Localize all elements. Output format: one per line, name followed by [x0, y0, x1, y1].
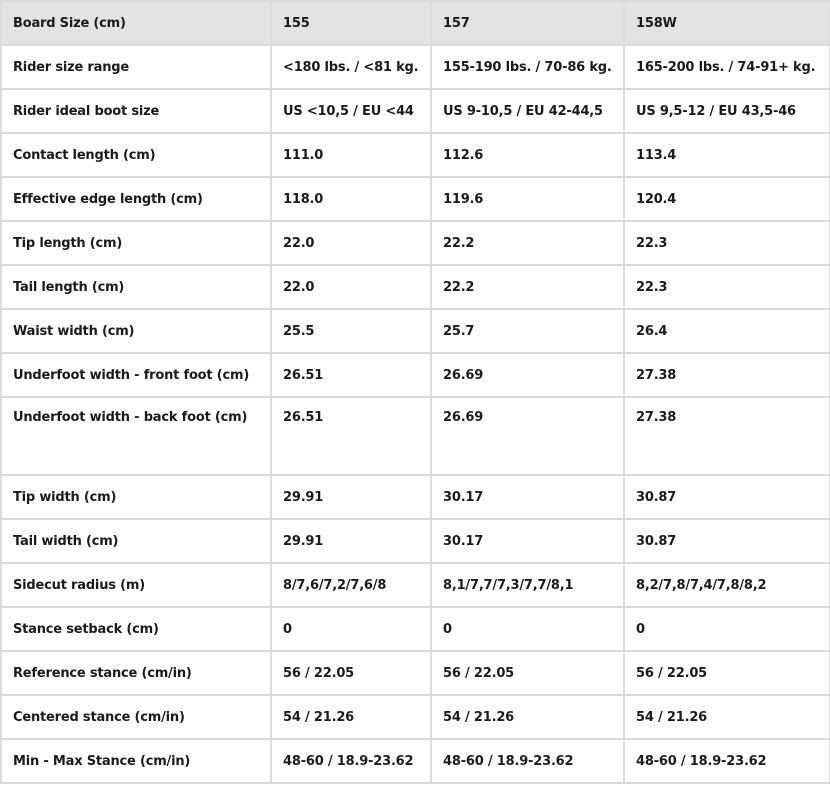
- table-row: [1, 133, 830, 177]
- table-cell: 54 / 21.26: [431, 695, 624, 739]
- table-cell: 8,1/7,7/7,3/7,7/8,1: [431, 563, 624, 607]
- row-label: Rider size range: [1, 45, 271, 89]
- table-cell: 119.6: [431, 177, 624, 221]
- table-row: [1, 353, 830, 397]
- row-label: Centered stance (cm/in): [1, 695, 271, 739]
- table-row: [1, 177, 830, 221]
- table-cell: 22.0: [271, 221, 431, 265]
- row-label: Min - Max Stance (cm/in): [1, 739, 271, 783]
- table-cell: 48-60 / 18.9-23.62: [271, 739, 431, 783]
- table-row: [1, 221, 830, 265]
- table-cell: 111.0: [271, 133, 431, 177]
- table-cell: 56 / 22.05: [624, 651, 830, 695]
- table-cell: <180 lbs. / <81 kg.: [271, 45, 431, 89]
- row-label: Effective edge length (cm): [1, 177, 271, 221]
- table-cell: 118.0: [271, 177, 431, 221]
- table-cell: 22.3: [624, 221, 830, 265]
- table-row: [1, 563, 830, 607]
- row-label: Tail length (cm): [1, 265, 271, 309]
- row-label: Tip length (cm): [1, 221, 271, 265]
- table-cell: 165-200 lbs. / 74-91+ kg.: [624, 45, 830, 89]
- table-cell: 26.51: [271, 353, 431, 397]
- table-row: [1, 519, 830, 563]
- table-cell: 30.17: [431, 475, 624, 519]
- header-cell-size-158w: 158W: [624, 1, 830, 45]
- table-row: [1, 309, 830, 353]
- table-cell: 0: [271, 607, 431, 651]
- row-label: Underfoot width - front foot (cm): [1, 353, 271, 397]
- table-cell: 0: [431, 607, 624, 651]
- table-cell: 120.4: [624, 177, 830, 221]
- row-label: Rider ideal boot size: [1, 89, 271, 133]
- table-cell: 22.0: [271, 265, 431, 309]
- header-cell-board-size: Board Size (cm): [1, 1, 271, 45]
- table-cell: 54 / 21.26: [624, 695, 830, 739]
- table-cell: 155-190 lbs. / 70-86 kg.: [431, 45, 624, 89]
- table-cell: 27.38: [624, 353, 830, 397]
- row-label: Sidecut radius (m): [1, 563, 271, 607]
- header-cell-size-157: 157: [431, 1, 624, 45]
- table-cell: 0: [624, 607, 830, 651]
- table-cell: 29.91: [271, 519, 431, 563]
- table-cell: 29.91: [271, 475, 431, 519]
- table-cell: US <10,5 / EU <44: [271, 89, 431, 133]
- table-header-row: [1, 1, 830, 45]
- table-row: [1, 475, 830, 519]
- table-row: [1, 695, 830, 739]
- table-cell: 25.7: [431, 309, 624, 353]
- table-row: [1, 45, 830, 89]
- table-cell: 26.69: [431, 397, 624, 475]
- row-label: Waist width (cm): [1, 309, 271, 353]
- table-row: [1, 397, 830, 475]
- table-cell: 56 / 22.05: [431, 651, 624, 695]
- table-cell: 8/7,6/7,2/7,6/8: [271, 563, 431, 607]
- table-cell: 48-60 / 18.9-23.62: [431, 739, 624, 783]
- row-label: Tail width (cm): [1, 519, 271, 563]
- table-cell: US 9-10,5 / EU 42-44,5: [431, 89, 624, 133]
- table-cell: 26.51: [271, 397, 431, 475]
- row-label: Contact length (cm): [1, 133, 271, 177]
- table-cell: 48-60 / 18.9-23.62: [624, 739, 830, 783]
- table-cell: 112.6: [431, 133, 624, 177]
- table-cell: 26.4: [624, 309, 830, 353]
- row-label: Reference stance (cm/in): [1, 651, 271, 695]
- table-row: [1, 739, 830, 783]
- table-cell: 30.87: [624, 475, 830, 519]
- table-cell: 56 / 22.05: [271, 651, 431, 695]
- table-cell: 22.3: [624, 265, 830, 309]
- table-row: [1, 651, 830, 695]
- table-cell: 8,2/7,8/7,4/7,8/8,2: [624, 563, 830, 607]
- table-cell: 22.2: [431, 221, 624, 265]
- row-label: Tip width (cm): [1, 475, 271, 519]
- table-cell: 22.2: [431, 265, 624, 309]
- table-cell: 113.4: [624, 133, 830, 177]
- table-row: [1, 89, 830, 133]
- table-cell: 27.38: [624, 397, 830, 475]
- table-row: [1, 265, 830, 309]
- table-cell: 25.5: [271, 309, 431, 353]
- row-label: Stance setback (cm): [1, 607, 271, 651]
- table-cell: 30.17: [431, 519, 624, 563]
- table-cell: 54 / 21.26: [271, 695, 431, 739]
- table-cell: 26.69: [431, 353, 624, 397]
- header-cell-size-155: 155: [271, 1, 431, 45]
- table-row: [1, 607, 830, 651]
- table-cell: US 9,5-12 / EU 43,5-46: [624, 89, 830, 133]
- table-cell: 30.87: [624, 519, 830, 563]
- row-label: Underfoot width - back foot (cm): [1, 397, 271, 475]
